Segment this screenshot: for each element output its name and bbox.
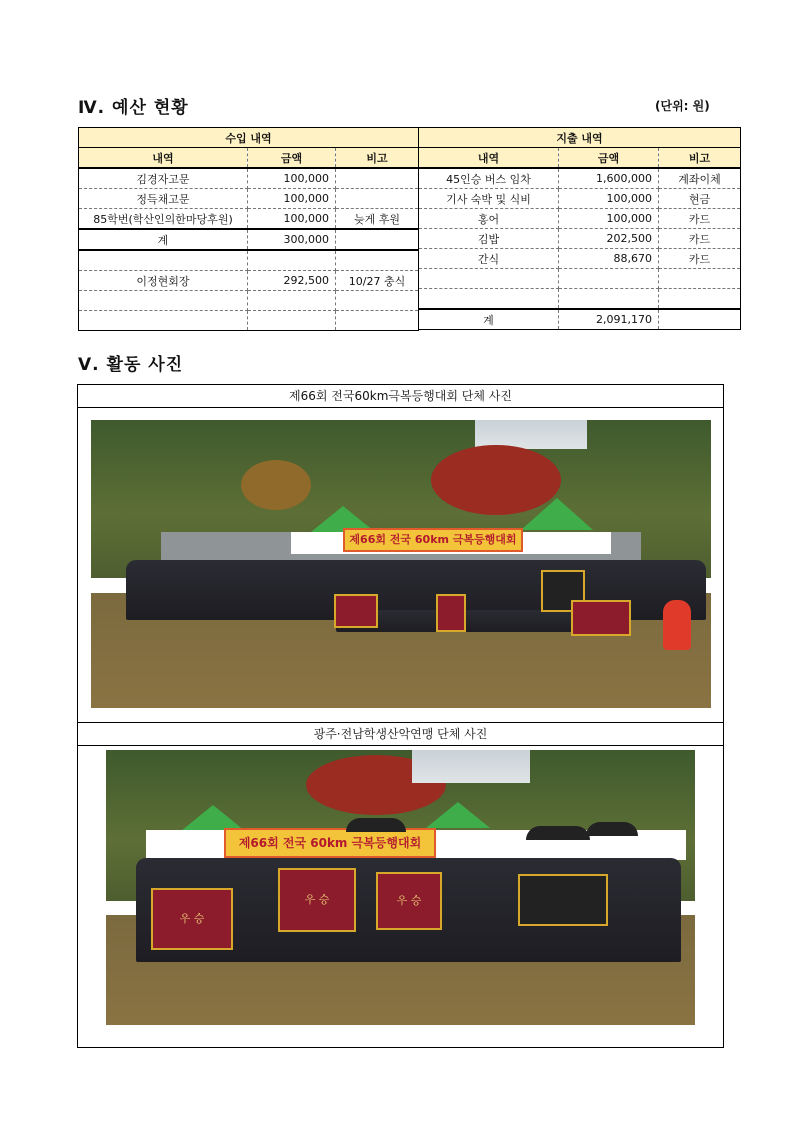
income-total-label: 계 xyxy=(79,229,248,250)
income-extra-amount xyxy=(248,250,336,271)
income-item: 정득채고문 xyxy=(79,189,248,209)
expense-item: 홍어 xyxy=(419,209,559,229)
expense-item: 간식 xyxy=(419,249,559,269)
income-extra-note xyxy=(336,250,419,271)
expense-note xyxy=(659,289,741,310)
table-row xyxy=(79,271,419,291)
expense-total-amount: 2,091,170 xyxy=(559,309,659,330)
photo-table xyxy=(77,384,724,1048)
income-note: 늦게 후원 xyxy=(336,209,419,230)
table-row xyxy=(419,249,741,269)
expense-amount: 1,600,000 xyxy=(559,168,659,189)
event-banner: 제66회 전국 60km 극복등행대회 xyxy=(224,828,436,858)
expense-note: 카드 xyxy=(659,229,741,249)
expense-total-label: 계 xyxy=(419,309,559,330)
table-row xyxy=(419,269,741,289)
expense-amount: 202,500 xyxy=(559,229,659,249)
income-extra-item xyxy=(79,311,248,331)
expense-total-row xyxy=(419,309,741,330)
table-row xyxy=(79,291,419,311)
table-row xyxy=(79,168,419,189)
expense-col-note: 비고 xyxy=(659,148,741,169)
income-extra-amount xyxy=(248,291,336,311)
table-row xyxy=(79,311,419,331)
income-header: 수입 내역 xyxy=(79,128,419,148)
expense-amount: 88,670 xyxy=(559,249,659,269)
income-item: 김경자고문 xyxy=(79,168,248,189)
photo-caption: 광주·전남학생산악연맹 단체 사진 xyxy=(78,722,723,746)
expense-item xyxy=(419,269,559,289)
income-item: 85학번(학산인의한마당후원) xyxy=(79,209,248,230)
income-amount: 100,000 xyxy=(248,189,336,209)
table-row xyxy=(419,289,741,310)
income-extra-item xyxy=(79,250,248,271)
table-row xyxy=(419,209,741,229)
award-flag: 우 승 xyxy=(278,868,356,932)
income-table xyxy=(78,127,419,331)
income-extra-amount xyxy=(248,311,336,331)
income-total-row xyxy=(79,229,419,250)
income-extra-item: 이정현회장 xyxy=(79,271,248,291)
expense-header: 지출 내역 xyxy=(419,128,741,148)
income-amount: 100,000 xyxy=(248,168,336,189)
income-note xyxy=(336,168,419,189)
income-extra-note: 10/27 충식 xyxy=(336,271,419,291)
income-note xyxy=(336,189,419,209)
photo-caption: 제66회 전국60km극복등행대회 단체 사진 xyxy=(78,385,723,408)
expense-col-item: 내역 xyxy=(419,148,559,169)
income-col-item: 내역 xyxy=(79,148,248,169)
income-col-amount: 금액 xyxy=(248,148,336,169)
table-row xyxy=(79,209,419,230)
award-flag: 우 승 xyxy=(376,872,442,930)
expense-amount: 100,000 xyxy=(559,189,659,209)
group-photo-1 xyxy=(91,420,711,708)
budget-section-title: Ⅳ. 예산 현황 xyxy=(78,98,189,118)
expense-item: 김밥 xyxy=(419,229,559,249)
income-extra-note xyxy=(336,291,419,311)
expense-amount xyxy=(559,269,659,289)
expense-amount: 100,000 xyxy=(559,209,659,229)
expense-note xyxy=(659,269,741,289)
income-col-note: 비고 xyxy=(336,148,419,169)
expense-item xyxy=(419,289,559,310)
expense-note: 현금 xyxy=(659,189,741,209)
expense-note: 카드 xyxy=(659,249,741,269)
expense-item: 45인승 버스 임차 xyxy=(419,168,559,189)
table-row xyxy=(79,189,419,209)
award-flag: 우 승 xyxy=(151,888,233,950)
table-row xyxy=(419,168,741,189)
event-banner: 제66회 전국 60km 극복등행대회 xyxy=(343,528,523,552)
expense-col-amount: 금액 xyxy=(559,148,659,169)
expense-note: 계좌이체 xyxy=(659,168,741,189)
expense-amount xyxy=(559,289,659,310)
unit-label: (단위: 원) xyxy=(655,99,710,113)
photo-section-title: Ⅴ. 활동 사진 xyxy=(78,355,184,375)
income-extra-item xyxy=(79,291,248,311)
income-extra-amount: 292,500 xyxy=(248,271,336,291)
table-row xyxy=(419,189,741,209)
income-extra-note xyxy=(336,311,419,331)
expense-item: 기사 숙박 및 식비 xyxy=(419,189,559,209)
table-row xyxy=(79,250,419,271)
expense-table xyxy=(418,127,741,330)
income-amount: 100,000 xyxy=(248,209,336,230)
expense-note: 카드 xyxy=(659,209,741,229)
group-photo-2 xyxy=(106,750,695,1025)
income-total-amount: 300,000 xyxy=(248,229,336,250)
table-row xyxy=(419,229,741,249)
